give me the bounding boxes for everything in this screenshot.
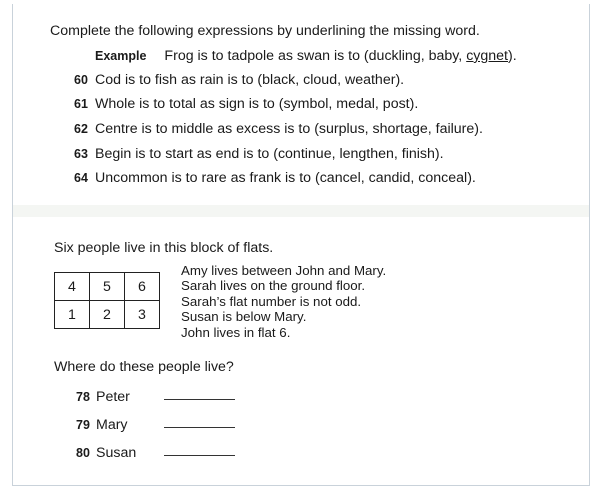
flat-cell: 5: [90, 273, 125, 301]
answer-line-79[interactable]: [164, 427, 235, 428]
answer-number: 80: [76, 446, 90, 460]
question-text: Centre is to middle as excess is to (surplus, shortage, failure).: [95, 121, 483, 137]
answer-name: Susan: [96, 445, 137, 461]
example-line: [95, 48, 517, 64]
answer-line-78[interactable]: [164, 399, 235, 400]
question-number: 62: [74, 122, 88, 136]
clue-list: [181, 263, 386, 340]
clue: Sarah’s flat number is not odd.: [181, 293, 362, 309]
question-63: [74, 146, 444, 162]
clue: Susan is below Mary.: [181, 309, 307, 325]
question-61: [74, 96, 418, 112]
example-end: ).: [508, 48, 517, 64]
flats-grid: [54, 272, 160, 329]
clue: Sarah lives on the ground floor.: [181, 278, 366, 294]
flat-cell: 4: [55, 273, 90, 301]
section-divider: [13, 205, 589, 217]
answer-78: [76, 389, 130, 405]
question-number: 60: [74, 73, 88, 87]
answer-number: 78: [76, 390, 90, 404]
question-64: [74, 170, 476, 186]
clue: John lives in flat 6.: [181, 324, 291, 340]
answer-line-80[interactable]: [164, 455, 235, 456]
answer-name: Peter: [96, 389, 130, 405]
clue: Amy lives between John and Mary.: [181, 263, 387, 278]
question-62: [74, 121, 483, 137]
answer-number: 79: [76, 418, 90, 432]
question-text: Whole is to total as sign is to (symbol, medal, post).: [95, 96, 419, 112]
flat-cell: 6: [125, 273, 160, 301]
question-text: Begin is to start as end is to (continue, lengthen, finish).: [95, 146, 444, 162]
question-text: Cod is to fish as rain is to (black, cloud, weather).: [95, 72, 405, 88]
question-number: 63: [74, 147, 88, 161]
puzzle-intro: Six people live in this block of flats.: [54, 240, 274, 256]
question-text: Uncommon is to rare as frank is to (cancel, candid, conceal).: [95, 170, 476, 186]
flat-cell: 3: [125, 301, 160, 329]
answer-80: [76, 445, 136, 461]
flat-cell: 1: [55, 301, 90, 329]
answer-79: [76, 417, 128, 433]
instruction-text: Complete the following expressions by underlining the missing word.: [50, 23, 480, 39]
flat-cell: 2: [90, 301, 125, 329]
question-number: 61: [74, 97, 88, 111]
example-underlined-answer: cygnet: [466, 48, 509, 64]
example-text: Frog is to tadpole as swan is to (duckling, baby,: [164, 48, 467, 64]
example-label: Example: [95, 49, 147, 63]
question-number: 64: [74, 171, 88, 185]
answer-name: Mary: [96, 417, 128, 433]
question-60: [74, 72, 404, 88]
puzzle-question: Where do these people live?: [54, 359, 234, 375]
